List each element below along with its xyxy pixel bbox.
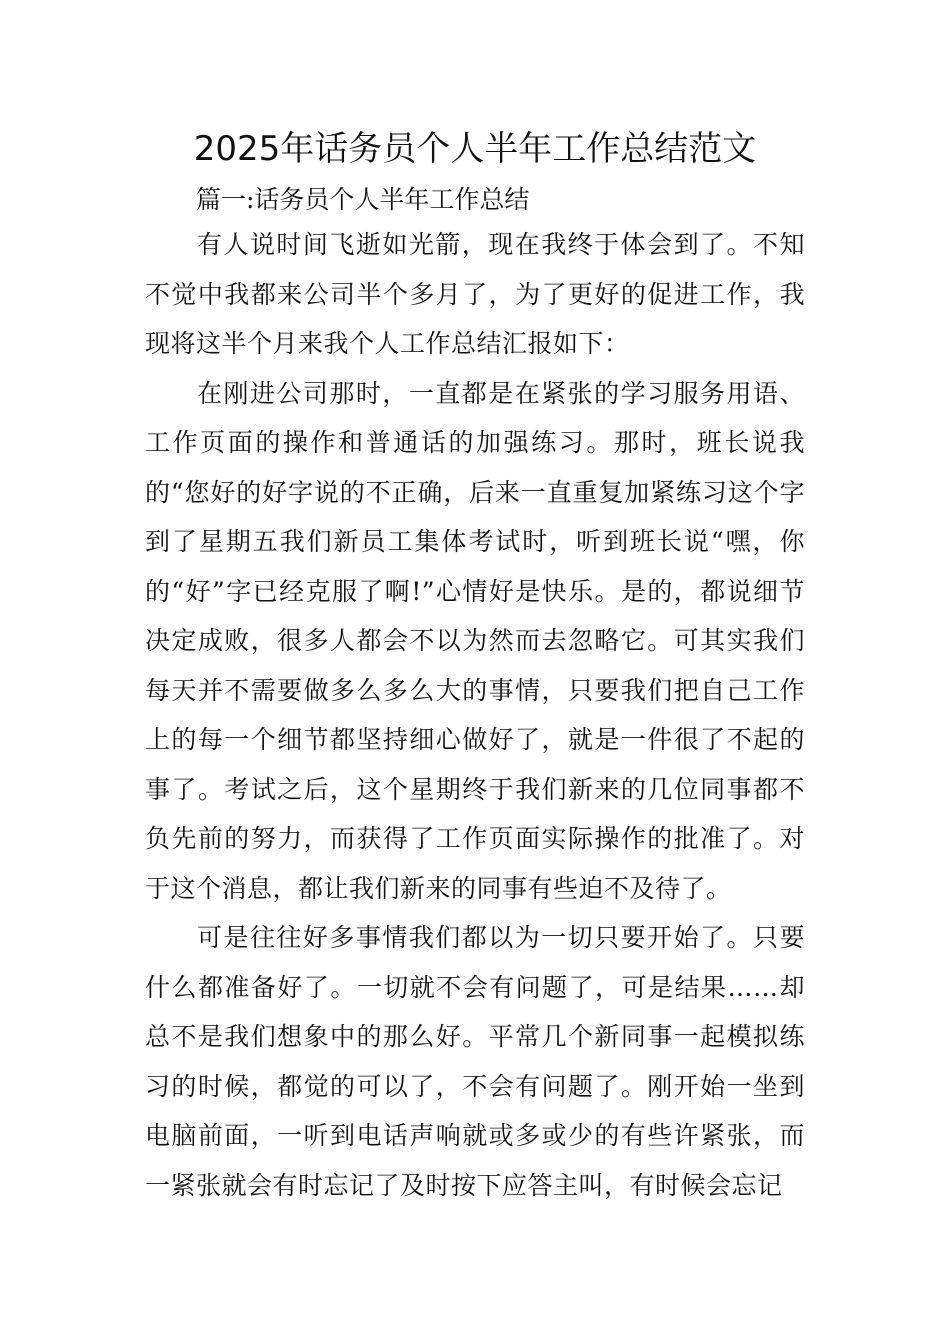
paragraph: 可是往往好多事情我们都以为一切只要开始了。只要什么都准备好了。一切就不会有问题了，可是结果……却总不是我们想象中的那么好。平常几个新同事一起模拟练习的时候，都觉的可以了，不会有问题了。刚开始一坐到电脑前面，一听到电话声响就或多或少的有些许紧张，而一紧张就会有时忘记了及时按下应答主叫，有时候会忘记 (145, 923, 805, 1200)
section-heading: 篇一:话务员个人半年工作总结 (196, 185, 530, 214)
document-body (145, 220, 805, 1210)
paragraph: 在刚进公司那时，一直都是在紧张的学习服务用语、工作页面的操作和普通话的加强练习。那时，班长说我的“您好的好字说的不正确，后来一直重复加紧练习这个字到了星期五我们新员工集体考试时，听到班长说“嘿，你的“好”字已经克服了啊!”心情好是快乐。是的，都说细节决定成败，很多人都会不以为然而去忽略它。可其实我们每天并不需要做多么多么大的事情，只要我们把自己工作上的每一个细节都坚持细心做好了，就是一件很了不起的事了。考试之后，这个星期终于我们新来的几位同事都不负先前的努力，而获得了工作页面实际操作的批准了。对于这个消息，都让我们新来的同事有些迫不及待了。 (145, 378, 805, 903)
document-title: 2025年话务员个人半年工作总结范文 (193, 129, 757, 169)
paragraph: 有人说时间飞逝如光箭，现在我终于体会到了。不知不觉中我都来公司半个多月了，为了更好的促进工作，我现将这半个月来我个人工作总结汇报如下： (145, 230, 805, 358)
